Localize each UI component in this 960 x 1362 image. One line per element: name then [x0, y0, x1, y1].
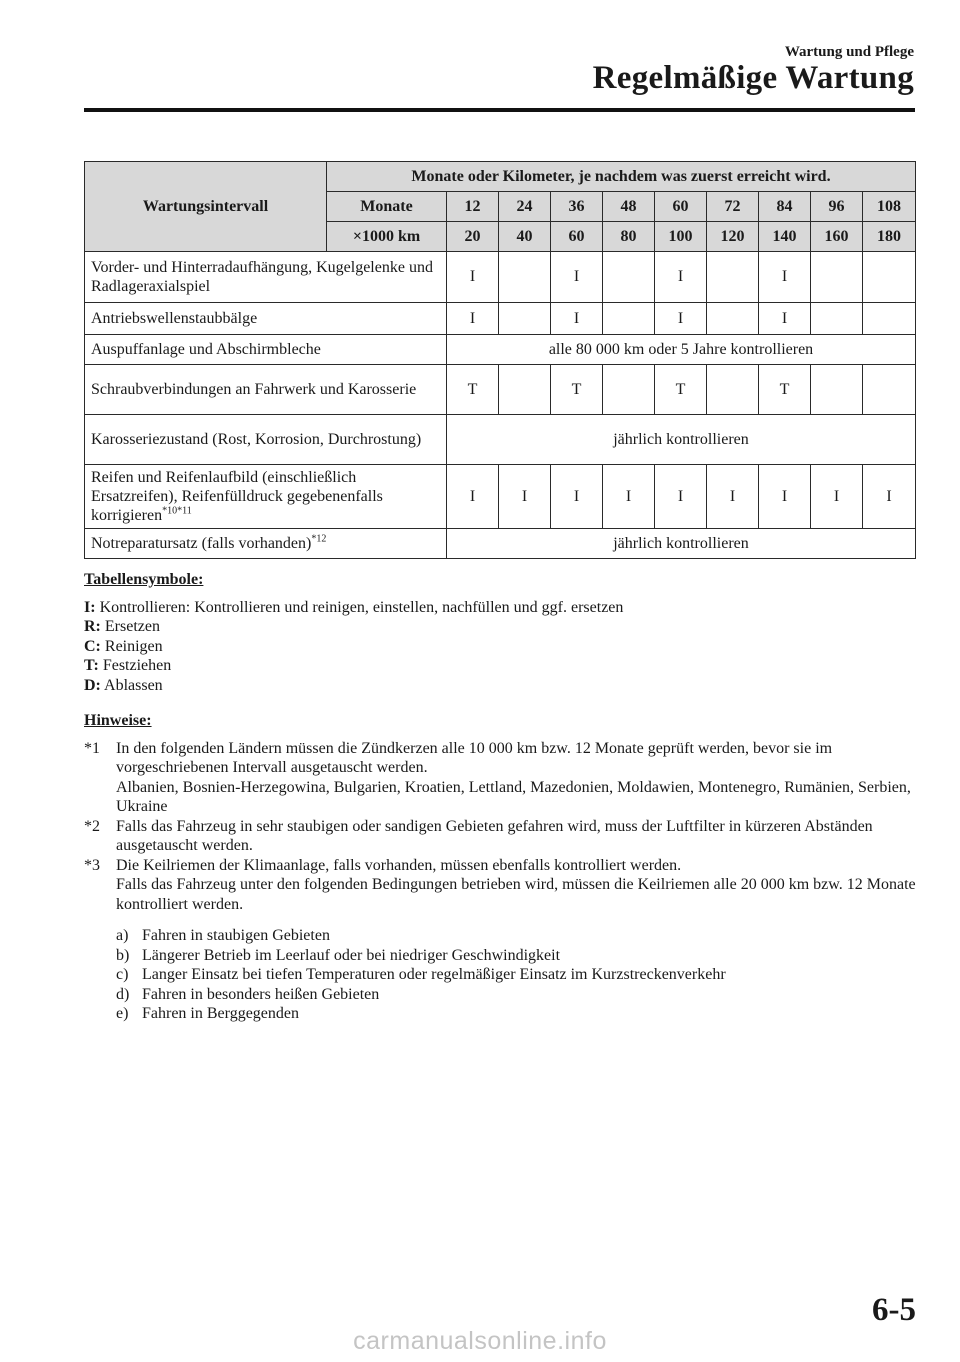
symbol-key: D: — [84, 676, 101, 694]
table-cell: I — [447, 303, 499, 335]
row-label-text: Auspuffanlage und Abschirmbleche — [91, 341, 321, 358]
table-cell — [603, 303, 655, 335]
table-cell: I — [499, 465, 551, 529]
table-cell — [863, 303, 916, 335]
note-item — [84, 739, 924, 817]
row-label-text: Vorder- und Hinterradaufhängung, Kugelgelenke und Radlageraxialspiel — [91, 259, 433, 295]
symbols-heading: Tabellensymbole: — [84, 571, 204, 588]
footnote-ref: *10*11 — [162, 505, 192, 517]
km-value: 140 — [759, 222, 811, 252]
page-title: Regelmäßige Wartung — [592, 60, 914, 96]
table-cell: I — [655, 252, 707, 303]
note-line: Die Keilriemen der Klimaanlage, falls vorhanden, müssen ebenfalls kontrolliert werden. — [116, 856, 682, 874]
table-row — [85, 365, 916, 415]
table-cell — [811, 252, 863, 303]
symbol-text: Ablassen — [104, 676, 163, 694]
condition-key: e) — [116, 1005, 129, 1022]
row-label — [85, 415, 447, 465]
symbol-item — [84, 598, 924, 618]
symbol-key: R: — [84, 618, 101, 635]
notes-heading: Hinweise: — [84, 712, 152, 729]
condition-item — [116, 1004, 924, 1024]
row-label — [85, 365, 447, 415]
table-cell: I — [551, 303, 603, 335]
note-line: Albanien, Bosnien-Herzegowina, Bulgarien, Kroatien, Lettland, Mazedonien, Moldawien, Montenegro, Rumänien, Serbien, Ukraine — [116, 778, 911, 815]
month-value: 108 — [863, 192, 916, 222]
table-cell — [707, 252, 759, 303]
table-cell: T — [655, 365, 707, 415]
watermark: carmanualsonline.info — [353, 1327, 607, 1355]
km-value: 40 — [499, 222, 551, 252]
symbols-section — [84, 570, 924, 695]
condition-text: Fahren in besonders heißen Gebieten — [142, 985, 380, 1003]
note-body — [116, 817, 924, 856]
condition-text: Langer Einsatz bei tiefen Temperaturen oder regelmäßiger Einsatz im Kurzstreckenverkehr — [142, 966, 726, 983]
condition-item — [116, 965, 924, 985]
symbol-item — [84, 637, 924, 657]
condition-text: Fahren in Berggegenden — [142, 1005, 299, 1022]
table-cell: I — [863, 465, 916, 529]
interval-label: Wartungsintervall — [85, 162, 327, 252]
month-value: 48 — [603, 192, 655, 222]
table-cell: I — [603, 465, 655, 529]
condition-item — [116, 926, 924, 946]
condition-key: c) — [116, 966, 129, 983]
table-cell — [863, 252, 916, 303]
month-value: 96 — [811, 192, 863, 222]
table-row — [85, 252, 916, 303]
symbol-key: T: — [84, 657, 99, 674]
symbol-text: Reinigen — [104, 637, 163, 655]
month-value: 84 — [759, 192, 811, 222]
maintenance-table — [84, 161, 916, 559]
table-cell: I — [759, 303, 811, 335]
table-cell — [707, 303, 759, 335]
row-label — [85, 465, 447, 529]
condition-key: d) — [116, 985, 130, 1003]
table-row — [85, 415, 916, 465]
section-title: Wartung und Pflege — [784, 44, 914, 60]
page-number: 6-5 — [872, 1292, 916, 1328]
table-cell: I — [551, 252, 603, 303]
condition-item — [116, 985, 924, 1005]
table-cell: I — [447, 465, 499, 529]
table-row — [85, 303, 916, 335]
note-number: *1 — [84, 739, 100, 757]
note-item — [84, 817, 924, 856]
table-cell: I — [655, 303, 707, 335]
symbol-text: Ersetzen — [104, 618, 160, 635]
row-span-note: alle 80 000 km oder 5 Jahre kontrollieren — [447, 335, 916, 365]
month-value: 60 — [655, 192, 707, 222]
condition-item — [116, 946, 924, 966]
table-cell — [499, 252, 551, 303]
symbol-item — [84, 617, 924, 637]
notes-section — [84, 711, 924, 1024]
month-value: 12 — [447, 192, 499, 222]
row-span-note: jährlich kontrollieren — [447, 529, 916, 559]
table-cell — [707, 365, 759, 415]
months-label: Monate — [327, 192, 447, 222]
month-value: 24 — [499, 192, 551, 222]
symbol-item — [84, 656, 924, 676]
row-label-text: Schraubverbindungen an Fahrwerk und Karosserie — [91, 381, 417, 398]
km-value: 60 — [551, 222, 603, 252]
table-cell: I — [551, 465, 603, 529]
km-value: 120 — [707, 222, 759, 252]
row-label — [85, 252, 447, 303]
footnote-ref: *12 — [311, 533, 327, 545]
table-row — [85, 335, 916, 365]
km-value: 180 — [863, 222, 916, 252]
note-line: Falls das Fahrzeug in sehr staubigen oder sandigen Gebieten gefahren wird, muss der Luftfilter in kürzeren Abständen ausgetauscht werden. — [116, 817, 873, 854]
condition-key: a) — [116, 927, 129, 944]
symbol-text: Kontrollieren: Kontrollieren und reinigen, einstellen, nachfüllen und ggf. ersetzen — [99, 598, 624, 616]
km-value: 80 — [603, 222, 655, 252]
table-cell: I — [707, 465, 759, 529]
table-cell: I — [759, 252, 811, 303]
note-number: *3 — [84, 856, 100, 874]
symbol-text: Festziehen — [102, 657, 172, 674]
row-label-text: Notreparatursatz (falls vorhanden) — [91, 535, 312, 552]
symbol-key: I: — [84, 598, 96, 616]
note-body — [116, 739, 924, 817]
table-cell — [603, 365, 655, 415]
row-span-note: jährlich kontrollieren — [447, 415, 916, 465]
note-line: In den folgenden Ländern müssen die Zündkerzen alle 10 000 km bzw. 12 Monate geprüft werden, bevor sie im vorgeschriebenen Intervall ausgetauscht werden. — [116, 739, 833, 776]
row-label — [85, 335, 447, 365]
note-item — [84, 856, 924, 915]
table-cell: I — [811, 465, 863, 529]
row-label — [85, 303, 447, 335]
table-cell — [863, 365, 916, 415]
row-label — [85, 529, 447, 559]
condition-key: b) — [116, 946, 130, 964]
km-value: 20 — [447, 222, 499, 252]
km-value: 160 — [811, 222, 863, 252]
row-label-text: Karosseriezustand (Rost, Korrosion, Durchrostung) — [91, 431, 422, 448]
symbol-item — [84, 676, 924, 696]
table-cell — [603, 252, 655, 303]
symbol-key: C: — [84, 637, 101, 655]
row-label-text: Reifen und Reifenlaufbild (einschließlich Ersatzreifen), Reifenfülldruck gegebenenfalls korrigieren — [91, 469, 383, 524]
table-cell: T — [551, 365, 603, 415]
table-cell — [811, 303, 863, 335]
km-label: ×1000 km — [327, 222, 447, 252]
note-body — [116, 856, 924, 915]
month-value: 36 — [551, 192, 603, 222]
table-cell: T — [447, 365, 499, 415]
condition-text: Längerer Betrieb im Leerlauf oder bei niedriger Geschwindigkeit — [142, 946, 561, 964]
table-row — [85, 465, 916, 529]
note-line: Falls das Fahrzeug unter den folgenden Bedingungen betrieben wird, müssen die Keilriemen alle 20 000 km bzw. 12 Monate kontrolliert werden. — [116, 876, 916, 913]
interval-caption: Monate oder Kilometer, je nachdem was zuerst erreicht wird. — [327, 162, 916, 192]
row-label-text: Antriebswellenstaubbälge — [91, 310, 258, 327]
table-cell: I — [447, 252, 499, 303]
condition-text: Fahren in staubigen Gebieten — [142, 927, 330, 944]
table-cell: T — [759, 365, 811, 415]
table-cell — [811, 365, 863, 415]
table-row — [85, 529, 916, 559]
table-cell: I — [759, 465, 811, 529]
km-value: 100 — [655, 222, 707, 252]
table-cell — [499, 365, 551, 415]
table-cell — [499, 303, 551, 335]
month-value: 72 — [707, 192, 759, 222]
table-cell: I — [655, 465, 707, 529]
note-number: *2 — [84, 817, 100, 835]
header-divider — [84, 108, 915, 112]
